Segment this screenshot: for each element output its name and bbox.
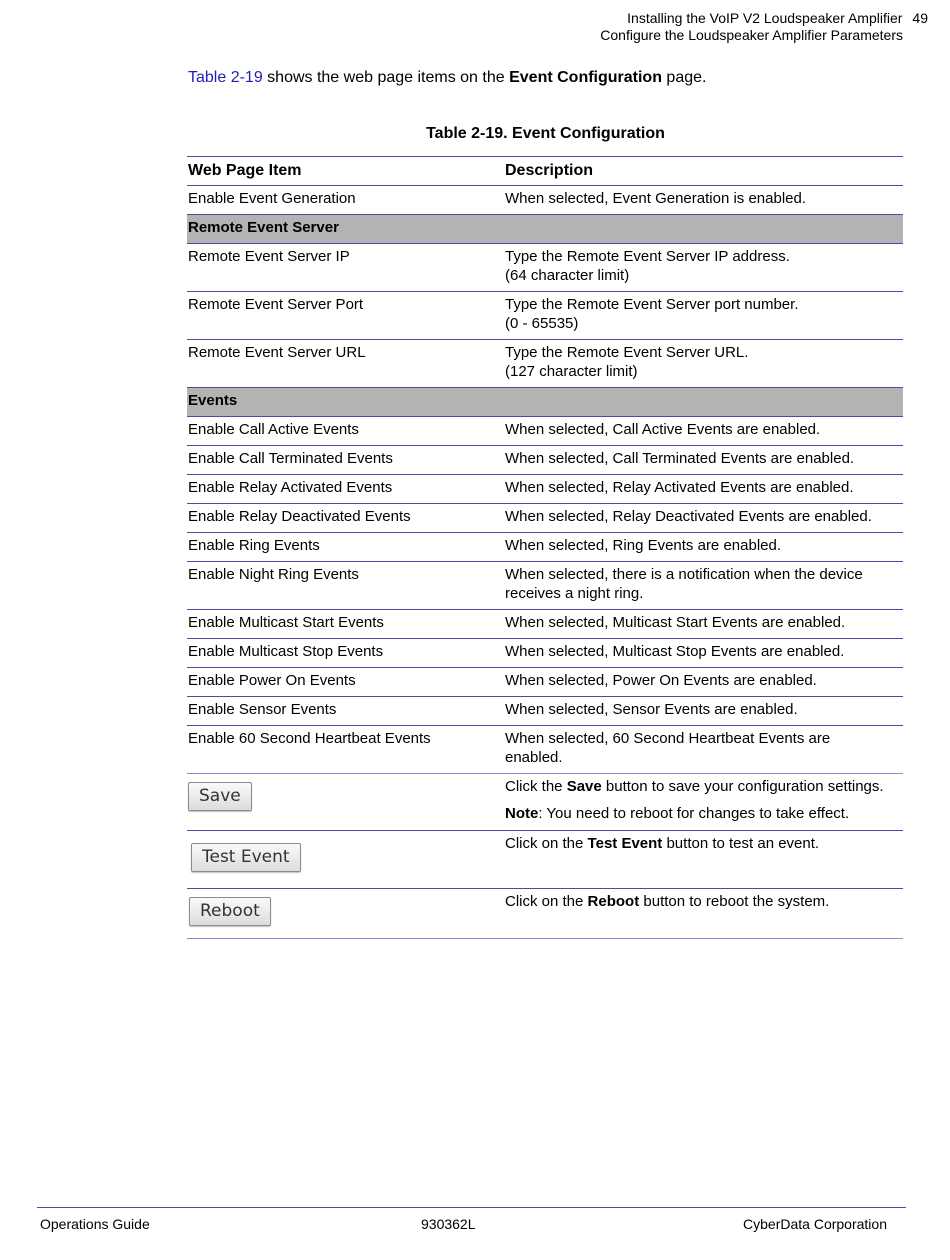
table-row — [187, 533, 903, 562]
header-chapter: Installing the VoIP V2 Loudspeaker Amplifier — [627, 10, 903, 26]
web-page-item: Enable Power On Events — [187, 668, 504, 697]
item-description — [504, 562, 903, 610]
footer-rule — [37, 1207, 906, 1208]
description-line-2: (64 character limit) — [505, 267, 630, 284]
item-description — [504, 186, 903, 215]
event-configuration-table — [187, 156, 903, 939]
web-page-item: Enable Multicast Stop Events — [187, 639, 504, 668]
description-line: When selected, Relay Activated Events are enabled. — [505, 479, 854, 496]
section-row — [187, 215, 903, 244]
description-line: Type the Remote Event Server port number. — [505, 296, 799, 313]
table-row — [187, 475, 903, 504]
item-description — [504, 533, 903, 562]
item-description — [504, 244, 903, 292]
table-row — [187, 292, 903, 340]
item-description — [504, 475, 903, 504]
header-section: Configure the Loudspeaker Amplifier Parameters — [600, 27, 903, 43]
web-page-item: Enable Call Terminated Events — [187, 446, 504, 475]
table-row — [187, 610, 903, 639]
reboot-description — [504, 889, 903, 939]
web-page-item: Remote Event Server Port — [187, 292, 504, 340]
item-description — [504, 697, 903, 726]
web-page-item: Enable Sensor Events — [187, 697, 504, 726]
table-row — [187, 726, 903, 774]
web-page-item: Enable Relay Deactivated Events — [187, 504, 504, 533]
description-line: Type the Remote Event Server URL. — [505, 344, 749, 361]
table-row-reboot — [187, 889, 903, 939]
item-description — [504, 639, 903, 668]
intro-bold: Event Configuration — [509, 69, 662, 86]
description-line: When selected, Call Active Events are enabled. — [505, 421, 821, 438]
test-desc-pre: Click on the — [505, 835, 588, 852]
test-event-button[interactable]: Test Event — [191, 843, 301, 872]
note-label: Note — [505, 805, 539, 822]
description-line: Type the Remote Event Server IP address. — [505, 248, 790, 265]
column-header-description: Description — [504, 157, 903, 186]
section-row — [187, 388, 903, 417]
save-desc-pre: Click the — [505, 778, 567, 795]
reboot-desc-post: button to reboot the system. — [639, 893, 830, 910]
table-row — [187, 639, 903, 668]
description-line-2: receives a night ring. — [505, 585, 644, 602]
description-line: When selected, 60 Second Heartbeat Events are — [505, 730, 831, 747]
web-page-item: Enable Multicast Start Events — [187, 610, 504, 639]
column-header-item: Web Page Item — [187, 157, 504, 186]
reboot-cell — [187, 889, 504, 939]
running-header-title — [627, 10, 928, 27]
table-row — [187, 417, 903, 446]
item-description — [504, 504, 903, 533]
section-heading: Events — [187, 388, 903, 417]
reboot-desc-pre: Click on the — [505, 893, 588, 910]
web-page-item: Enable Event Generation — [187, 186, 504, 215]
item-description — [504, 446, 903, 475]
web-page-item: Enable 60 Second Heartbeat Events — [187, 726, 504, 774]
table-body — [187, 186, 903, 774]
table-reference-link[interactable]: Table 2-19 — [188, 69, 263, 86]
description-line-2: (127 character limit) — [505, 363, 638, 380]
item-description — [504, 340, 903, 388]
item-description — [504, 610, 903, 639]
description-line: When selected, Call Terminated Events are enabled. — [505, 450, 855, 467]
item-description — [504, 417, 903, 446]
item-description — [504, 668, 903, 697]
reboot-button[interactable]: Reboot — [189, 897, 271, 926]
description-line: When selected, Event Generation is enabled. — [505, 190, 807, 207]
save-cell — [187, 774, 504, 831]
save-desc-bold: Save — [566, 778, 602, 795]
web-page-item: Enable Ring Events — [187, 533, 504, 562]
table-row-save — [187, 774, 903, 831]
intro-text-end: page. — [661, 69, 707, 86]
intro-text: shows the web page items on the — [262, 69, 510, 86]
table-row — [187, 186, 903, 215]
section-heading: Remote Event Server — [187, 215, 903, 244]
web-page-item: Enable Call Active Events — [187, 417, 504, 446]
table-caption: Table 2-19. Event Configuration — [426, 125, 665, 142]
item-description — [504, 292, 903, 340]
reboot-desc-bold: Reboot — [587, 893, 640, 910]
table-row — [187, 697, 903, 726]
description-line: When selected, Multicast Start Events are enabled. — [505, 614, 846, 631]
description-line: When selected, there is a notification when the device — [505, 566, 863, 583]
table-row — [187, 562, 903, 610]
save-button[interactable]: Save — [188, 782, 252, 811]
intro-paragraph — [188, 69, 706, 87]
test-desc-bold: Test Event — [587, 835, 663, 852]
save-description — [504, 774, 903, 831]
description-line-2: enabled. — [505, 749, 563, 766]
item-description — [504, 726, 903, 774]
page-number: 49 — [912, 10, 928, 26]
footer-company: CyberData Corporation — [743, 1216, 887, 1232]
test-desc-post: button to test an event. — [662, 835, 820, 852]
note-text: : You need to reboot for changes to take effect. — [538, 805, 850, 822]
description-line: When selected, Relay Deactivated Events are enabled. — [505, 508, 872, 525]
description-line-2: (0 - 65535) — [505, 315, 579, 332]
table-row — [187, 446, 903, 475]
save-desc-post: button to save your configuration settings. — [601, 778, 884, 795]
description-line: When selected, Multicast Stop Events are enabled. — [505, 643, 845, 660]
table-row — [187, 340, 903, 388]
web-page-item: Remote Event Server IP — [187, 244, 504, 292]
test-event-description — [504, 831, 903, 889]
footer-guide-name: Operations Guide — [40, 1216, 150, 1232]
description-line: When selected, Power On Events are enabled. — [505, 672, 817, 689]
footer-doc-number: 930362L — [421, 1216, 476, 1232]
test-event-cell — [187, 831, 504, 889]
description-line: When selected, Ring Events are enabled. — [505, 537, 781, 554]
web-page-item: Enable Night Ring Events — [187, 562, 504, 610]
table-row — [187, 504, 903, 533]
table-row — [187, 668, 903, 697]
web-page-item: Enable Relay Activated Events — [187, 475, 504, 504]
table-row-test-event — [187, 831, 903, 889]
web-page-item: Remote Event Server URL — [187, 340, 504, 388]
table-row — [187, 244, 903, 292]
description-line: When selected, Sensor Events are enabled. — [505, 701, 798, 718]
